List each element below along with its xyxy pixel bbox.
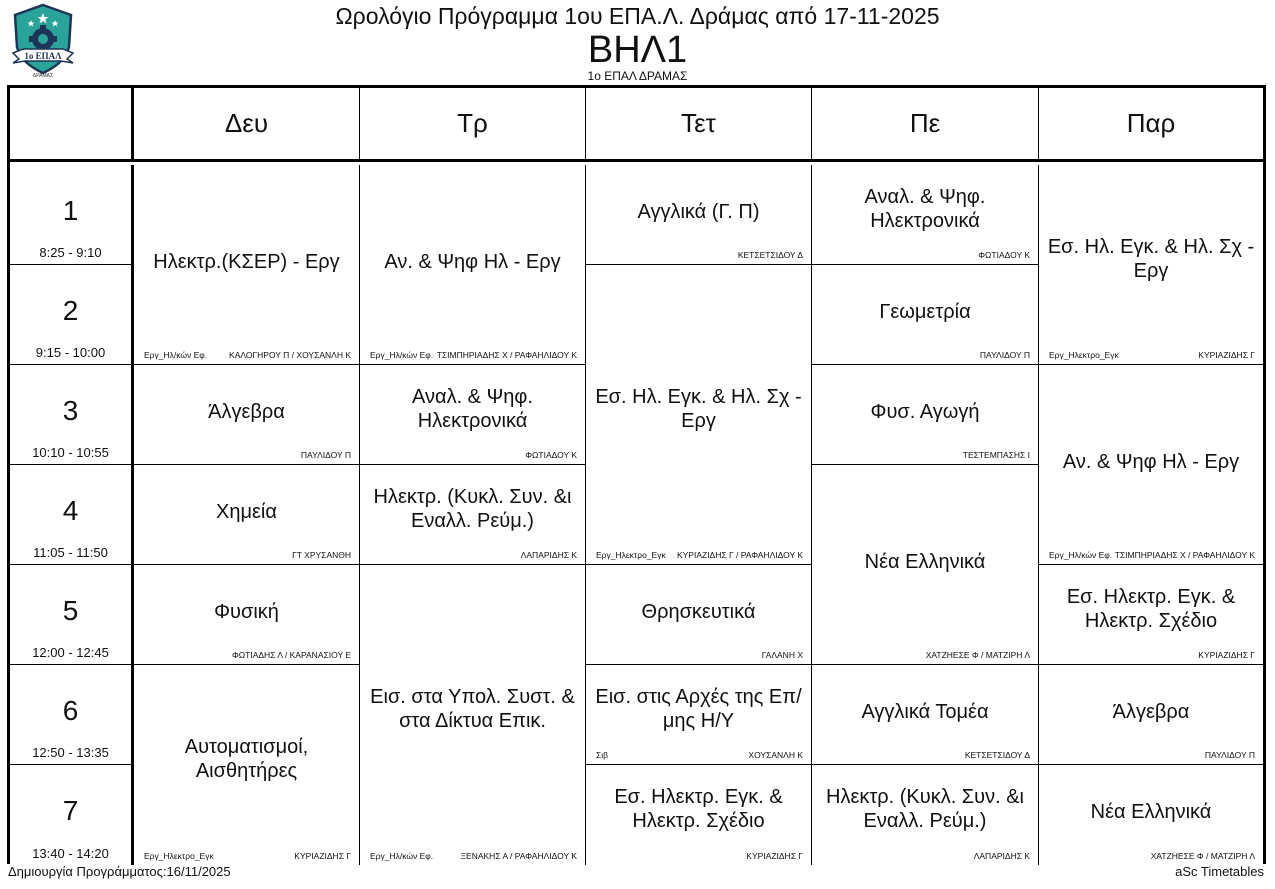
period-number: 7: [62, 795, 79, 826]
lesson-card[interactable]: [812, 165, 1039, 265]
lesson-room: Εργ_Ηλεκτρο_Εγκ: [1049, 350, 1119, 360]
lesson-card[interactable]: [812, 365, 1039, 465]
lesson-subject: Άλγεβρα: [1112, 700, 1190, 723]
lesson-subject: Εσ. Ηλ. Εγκ. & Ηλ. Σχ - Εργ: [1047, 235, 1255, 282]
lesson-subject: Άλγεβρα: [208, 400, 285, 423]
day-header: [812, 88, 1039, 162]
lesson-room: Εργ_Ηλ/κών Εφ.: [144, 350, 208, 360]
lesson-room: Εργ_Ηλεκτρο_Εγκ: [596, 550, 666, 560]
lesson-card[interactable]: [1039, 165, 1263, 365]
period-number: 6: [62, 695, 79, 726]
period-cell: [10, 365, 134, 465]
lesson-subject: Φυσ. Αγωγή: [870, 400, 980, 423]
lesson-card[interactable]: [134, 365, 360, 465]
lesson-teacher: ΚΥΡΙΑΖΙΔΗΣ Γ / ΡΑΦΑΗΛΙΔΟΥ Κ: [676, 550, 803, 560]
lesson-teacher: ΛΑΠΑΡΙΔΗΣ Κ: [973, 851, 1030, 861]
lesson-teacher: ΓΤ ΧΡΥΣΑΝΘΗ: [292, 550, 351, 560]
lesson-card[interactable]: [812, 765, 1039, 865]
lesson-subject: Αναλ. & Ψηφ. Ηλεκτρονικά: [864, 185, 986, 232]
lesson-teacher: ΦΩΤΙΑΔΗΣ Λ / ΚΑΡΑΝΑΣΙΟΥ Ε: [232, 650, 351, 660]
period-time: 11:05 - 11:50: [33, 545, 108, 560]
lesson-teacher: ΦΩΤΙΑΔΟΥ Κ: [978, 250, 1030, 260]
lesson-teacher: ΚΕΤΣΕΤΣΙΔΟΥ Δ: [964, 750, 1030, 760]
period-cell: [10, 665, 134, 765]
logo-label: 1ο ΕΠΑΛ: [24, 51, 62, 61]
lesson-card[interactable]: [134, 665, 360, 865]
lesson-teacher: ΧΑΤΖΗΕΣΕ Φ / ΜΑΤΖΙΡΗ Λ: [925, 650, 1030, 660]
lesson-teacher: ΤΕΣΤΕΜΠΑΣΗΣ Ι: [962, 450, 1030, 460]
lesson-card[interactable]: [1039, 565, 1263, 665]
period-number: 5: [62, 595, 79, 626]
lesson-teacher: ΤΣΙΜΠΗΡΙΑΔΗΣ Χ / ΡΑΦΑΗΛΙΔΟΥ Κ: [436, 350, 577, 360]
lesson-teacher: ΚΥΡΙΑΖΙΔΗΣ Γ: [1198, 350, 1255, 360]
school-name: 1ο ΕΠΑΛ ΔΡΑΜΑΣ: [587, 69, 688, 83]
period-cell: [10, 765, 134, 865]
lesson-room: Εργ_Ηλ/κών Εφ.: [370, 350, 434, 360]
day-header: [360, 88, 586, 162]
lesson-teacher: ΚΥΡΙΑΖΙΔΗΣ Γ: [746, 851, 803, 861]
period-cell: [10, 165, 134, 265]
lesson-teacher: ΚΑΛΟΓΗΡΟΥ Π / ΧΟΥΣΑΝΛΗ Κ: [229, 350, 351, 360]
lesson-subject: Εσ. Ηλεκτρ. Εγκ. & Ηλεκτρ. Σχέδιο: [614, 786, 783, 833]
lesson-teacher: ΠΑΥΛΙΔΟΥ Π: [300, 450, 351, 460]
day-label: Δευ: [224, 108, 269, 138]
period-cell: [10, 265, 134, 365]
lesson-room: Εργ_Ηλ/κών Εφ.: [1049, 550, 1113, 560]
lesson-room: Σιβ: [596, 750, 609, 760]
day-label: Τρ: [457, 108, 488, 138]
class-name: ΒΗΛ1: [587, 29, 688, 71]
lesson-subject: Αν. & Ψηφ Ηλ - Εργ: [384, 250, 561, 273]
lesson-teacher: ΤΣΙΜΠΗΡΙΑΔΗΣ Χ / ΡΑΦΑΗΛΙΔΟΥ Κ: [1114, 550, 1255, 560]
lesson-subject: Ηλεκτρ. (Κυκλ. Συν. &ι Εναλλ. Ρεύμ.): [373, 485, 572, 532]
lesson-card[interactable]: [812, 265, 1039, 365]
lesson-subject: Ηλεκτρ. (Κυκλ. Συν. &ι Εναλλ. Ρεύμ.): [826, 786, 1024, 833]
lesson-subject: Αυτοματισμοί, Αισθητήρες: [184, 736, 309, 783]
day-label: Παρ: [1126, 108, 1176, 138]
generator-credit: aSc Timetables: [1175, 864, 1264, 879]
period-number: 1: [62, 195, 79, 226]
day-header: [1039, 88, 1263, 162]
lesson-teacher: ΛΑΠΑΡΙΔΗΣ Κ: [520, 550, 577, 560]
lesson-subject: Αν. & Ψηφ Ηλ - Εργ: [1062, 450, 1240, 473]
lesson-subject: Χημεία: [216, 500, 277, 523]
period-cell: [10, 465, 134, 565]
lesson-subject: Νέα Ελληνικά: [864, 550, 986, 573]
lesson-card[interactable]: [1039, 665, 1263, 765]
timetable-title: Ωρολόγιο Πρόγραμμα 1ου ΕΠΑ.Λ. Δράμας από 17-11-2025: [335, 3, 940, 29]
lesson-teacher: ΧΑΤΖΗΕΣΕ Φ / ΜΑΤΖΙΡΗ Λ: [1150, 851, 1255, 861]
lesson-card[interactable]: [586, 565, 812, 665]
lesson-subject: Ηλεκτρ.(ΚΣΕΡ) - Εργ: [153, 250, 340, 273]
timetable-grid: [7, 85, 1266, 864]
lesson-card[interactable]: [360, 565, 586, 865]
lesson-teacher: ΞΕΝΑΚΗΣ Α / ΡΑΦΑΗΛΙΔΟΥ Κ: [460, 851, 577, 861]
period-time: 12:50 - 13:35: [32, 745, 109, 760]
lesson-subject: Εισ. στις Αρχές της Επ/μης Η/Υ: [595, 685, 802, 732]
lesson-card[interactable]: [1039, 365, 1263, 565]
lesson-subject: Εσ. Ηλ. Εγκ. & Ηλ. Σχ - Εργ: [595, 385, 802, 432]
period-time: 9:15 - 10:00: [35, 345, 106, 360]
lesson-subject: Εσ. Ηλεκτρ. Εγκ. & Ηλεκτρ. Σχέδιο: [1066, 585, 1236, 632]
lesson-card[interactable]: [134, 565, 360, 665]
lesson-subject: Αγγλικά (Γ. Π): [637, 200, 760, 223]
lesson-teacher: ΚΕΤΣΕΤΣΙΔΟΥ Δ: [737, 250, 803, 260]
lesson-teacher: ΦΩΤΙΑΔΟΥ Κ: [525, 450, 577, 460]
period-time: 8:25 - 9:10: [39, 245, 102, 260]
lesson-card[interactable]: [134, 465, 360, 565]
day-label: Τετ: [681, 108, 716, 138]
lesson-teacher: ΠΑΥΛΙΔΟΥ Π: [1204, 750, 1255, 760]
lesson-subject: Γεωμετρία: [879, 300, 971, 323]
lesson-teacher: ΠΑΥΛΙΔΟΥ Π: [979, 350, 1030, 360]
lesson-card[interactable]: [812, 665, 1039, 765]
lesson-card[interactable]: [586, 665, 812, 765]
lesson-subject: Εισ. στα Υπολ. Συστ. & στα Δίκτυα Επικ.: [370, 686, 575, 733]
lesson-card[interactable]: [586, 265, 812, 565]
created-date: Δημιουργία Προγράμματος:16/11/2025: [8, 864, 231, 879]
period-time: 13:40 - 14:20: [32, 846, 109, 861]
lesson-card[interactable]: [812, 465, 1039, 665]
period-cell: [10, 565, 134, 665]
period-number: 3: [62, 395, 79, 426]
lesson-teacher: ΓΑΛΑΝΗ Χ: [761, 650, 803, 660]
lesson-card[interactable]: [360, 465, 586, 565]
lesson-subject: Νέα Ελληνικά: [1090, 801, 1212, 824]
lesson-subject: Αγγλικά Τομέα: [861, 700, 989, 723]
lesson-card[interactable]: [1039, 765, 1263, 865]
period-number: 4: [62, 495, 79, 526]
day-header: [586, 88, 812, 162]
lesson-card[interactable]: [360, 365, 586, 465]
lesson-card[interactable]: [134, 165, 360, 365]
lesson-room: Εργ_Ηλεκτρο_Εγκ: [144, 851, 214, 861]
lesson-subject: Φυσική: [214, 600, 279, 623]
corner-cell: [10, 88, 134, 162]
lesson-subject: Αναλ. & Ψηφ. Ηλεκτρονικά: [412, 385, 533, 432]
lesson-teacher: ΚΥΡΙΑΖΙΔΗΣ Γ: [294, 851, 351, 861]
lesson-teacher: ΧΟΥΣΑΝΛΗ Κ: [748, 750, 803, 760]
lesson-card[interactable]: [586, 765, 812, 865]
lesson-room: Εργ_Ηλ/κών Εφ.: [370, 851, 434, 861]
lesson-subject: Θρησκευτικά: [641, 600, 756, 623]
lesson-teacher: ΚΥΡΙΑΖΙΔΗΣ Γ: [1198, 650, 1255, 660]
day-header: [134, 88, 360, 162]
day-label: Πε: [909, 108, 941, 138]
lesson-card[interactable]: [586, 165, 812, 265]
lesson-card[interactable]: [360, 165, 586, 365]
period-time: 12:00 - 12:45: [32, 645, 109, 660]
logo-sublabel: ΔΡΑΜΑΣ: [32, 73, 54, 79]
period-number: 2: [62, 295, 79, 326]
period-time: 10:10 - 10:55: [32, 445, 109, 460]
